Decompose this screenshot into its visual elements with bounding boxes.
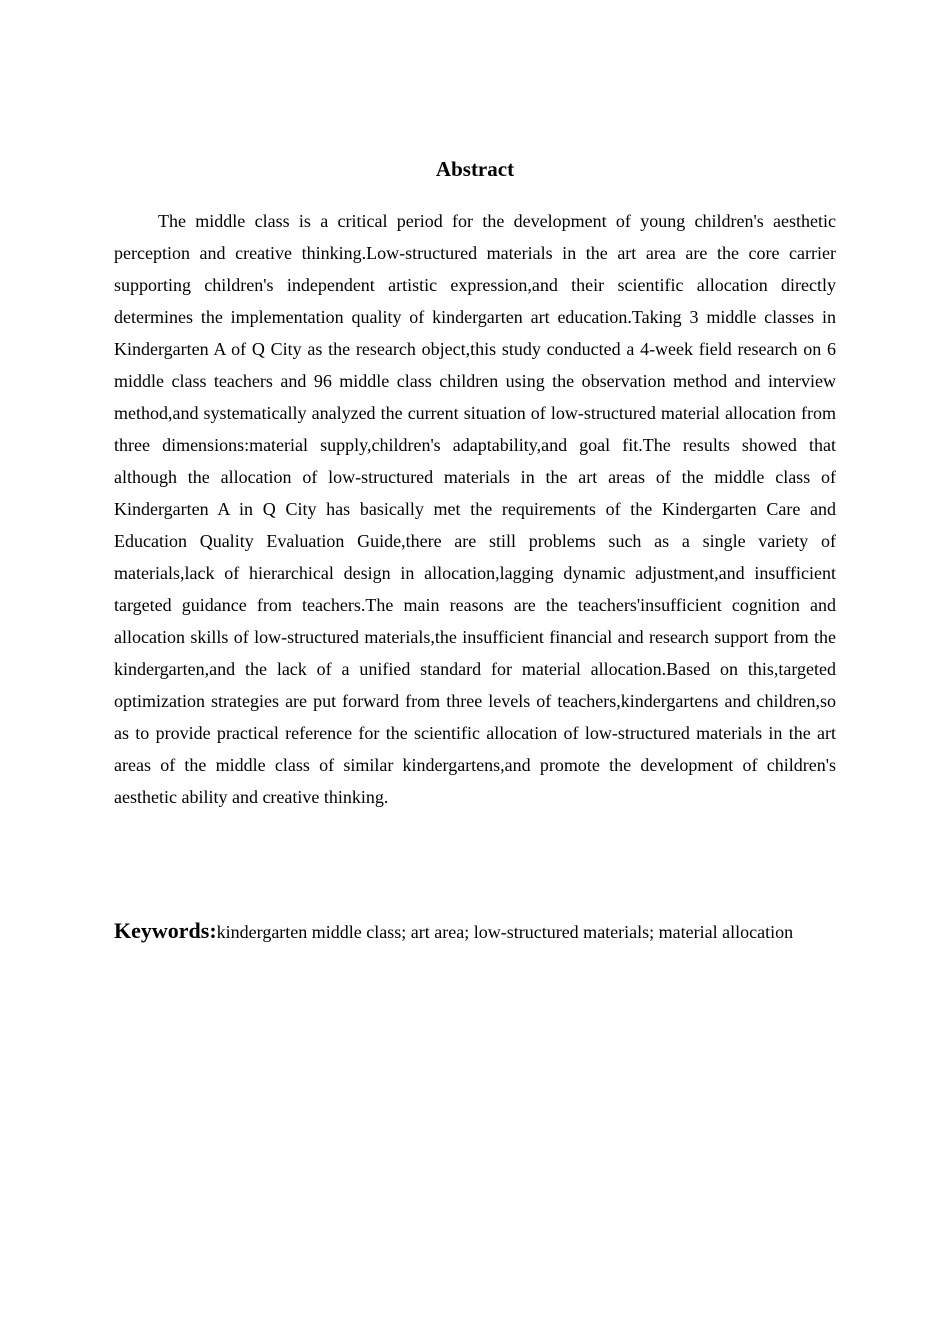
keywords-label: Keywords: [114, 918, 217, 943]
abstract-title: Abstract [435, 157, 515, 181]
abstract-body: The middle class is a critical period for the development of young children's aesthetic perception and creative thinking.Low-structured materials in the art area are the core carrier supporting children's independent artistic expression,and their scientific allocation directly determines the implementation quality of kindergarten art education.Taking 3 middle classes in Kindergarten A of Q City as the research object,this study conducted a 4-week field research on 6 middle class teachers and 96 middle class children using the observation method and interview method,and systematically analyzed the current situation of low-structured material allocation from three dimensions:material supply,children's adaptability,and goal fit.The results showed that although the allocation of low-structured materials in the art areas of the middle class of Kindergarten A in Q City has basically met the requirements of the Kindergarten Care and Education Quality Evaluation Guide,there are still problems such as a single variety of materials,lack of hierarchical design in allocation,lagging dynamic adjustment,and insufficient targeted guidance from teachers.The main reasons are the teachers'insufficient cognition and allocation skills of low-structured materials,the insufficient financial and research support from the kindergarten,and the lack of a unified standard for material allocation.Based on this,targeted optimization strategies are put forward from three levels of teachers,kindergartens and children,so as to provide practical reference for the scientific allocation of low-structured materials in the art areas of the middle class of similar kindergartens,and promote the development of children's aesthetic ability and creative thinking. [114, 211, 836, 807]
keywords-line [114, 914, 874, 951]
keywords-text: kindergarten middle class; art area; low-structured materials; material allocation [216, 922, 794, 942]
